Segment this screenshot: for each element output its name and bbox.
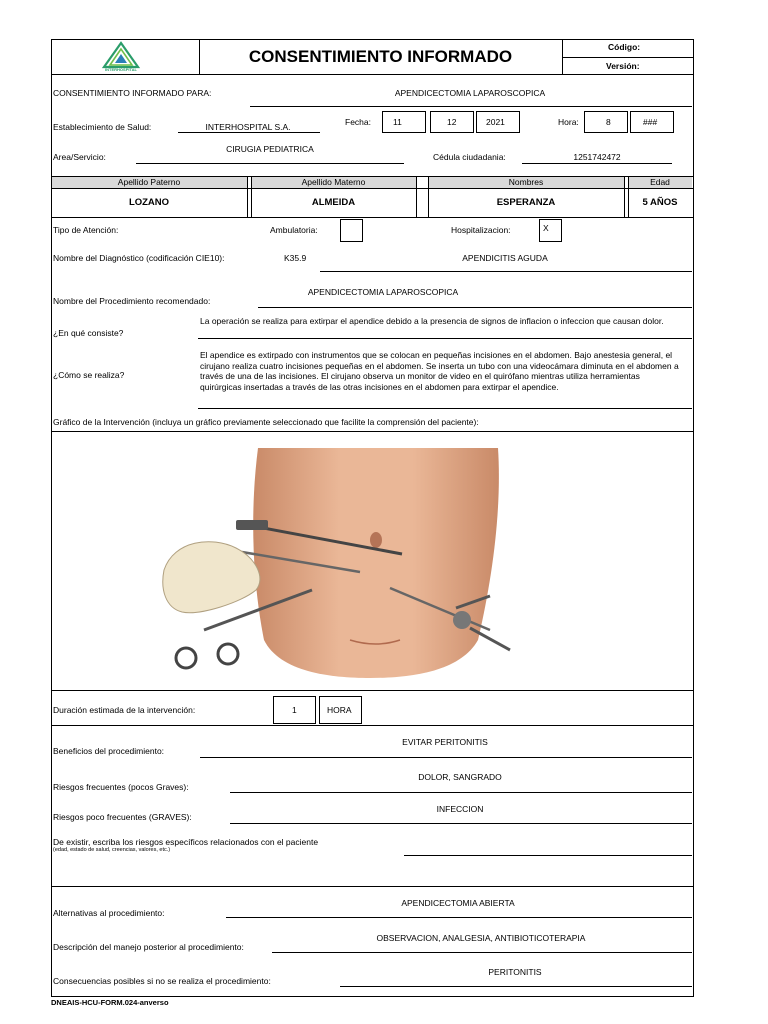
riesgos-especificos-label: De existir, escriba los riesgos específicos relacionados con el paciente: [53, 837, 319, 847]
underline: [226, 917, 692, 918]
divider: [51, 431, 693, 432]
hora-value: 8: [606, 117, 611, 127]
laparoscopy-illustration: [160, 440, 560, 678]
hospitalizacion-mark: X: [543, 223, 549, 233]
version-label: Versión:: [606, 61, 640, 71]
underline: [200, 757, 692, 758]
beneficios-value[interactable]: EVITAR PERITONITIS: [402, 737, 488, 747]
fecha-dia-value: 11: [393, 117, 402, 127]
diagnostico-code[interactable]: K35.9: [284, 253, 307, 263]
fecha-anio-value: 2021: [486, 117, 505, 127]
divider: [51, 690, 693, 691]
duracion-unit-field[interactable]: [319, 696, 362, 724]
establecimiento-label: Establecimiento de Salud:: [53, 122, 152, 132]
fecha-mes-field[interactable]: [430, 111, 474, 133]
fecha-label: Fecha:: [345, 117, 371, 127]
nombres-value[interactable]: ESPERANZA: [496, 197, 556, 208]
duracion-label: Duración estimada de la intervención:: [53, 705, 196, 715]
riesgos-frecuentes-label: Riesgos frecuentes (pocos Graves):: [53, 782, 189, 792]
beneficios-label: Beneficios del procedimiento:: [53, 746, 165, 756]
apellido-paterno-header: Apellido Paterno: [117, 177, 181, 187]
hora-field[interactable]: [584, 111, 628, 133]
hospitalizacion-label: Hospitalizacion:: [451, 225, 511, 235]
consecuencias-label: Consecuencias posibles si no se realiza el procedimiento:: [53, 976, 271, 986]
divider: [51, 725, 693, 726]
divider: [51, 217, 693, 218]
hora-minutos-value: ###: [643, 117, 658, 127]
grafico-label: Gráfico de la Intervención (incluya un gráfico previamente seleccionado que facilite la comprensión del paciente):: [53, 417, 479, 427]
divider: [624, 176, 625, 217]
diagnostico-name[interactable]: APENDICITIS AGUDA: [462, 253, 548, 263]
riesgos-poco-frecuentes-label: Riesgos poco frecuentes (GRAVES):: [53, 812, 192, 822]
divider: [562, 57, 693, 58]
divider: [51, 886, 693, 887]
underline: [272, 952, 692, 953]
riesgos-especificos-note: (edad, estado de salud, creencias, valores, etc.): [53, 847, 171, 853]
consiste-text[interactable]: La operación se realiza para extirpar el apendice debido a la presencia de signos de inflacion o infeccion que causan dolor.: [200, 316, 664, 326]
cedula-label: Cédula ciudadania:: [433, 152, 506, 162]
divider: [51, 188, 693, 189]
cedula-value[interactable]: 1251742472: [573, 152, 621, 162]
diagnostico-label: Nombre del Diagnóstico (codificación CIE10):: [53, 253, 225, 263]
apellido-materno-header: Apellido Materno: [301, 177, 366, 187]
riesgos-frecuentes-value[interactable]: DOLOR, SANGRADO: [418, 772, 502, 782]
page-title: CONSENTIMIENTO INFORMADO: [248, 47, 513, 66]
underline: [522, 163, 672, 164]
area-value[interactable]: CIRUGIA PEDIATRICA: [226, 144, 314, 154]
nombres-header: Nombres: [508, 177, 544, 187]
underline: [250, 106, 692, 107]
alternativas-value[interactable]: APENDICECTOMIA ABIERTA: [401, 898, 515, 908]
divider: [247, 176, 248, 217]
alternativas-label: Alternativas al procedimiento:: [53, 908, 165, 918]
hora-minutos-field[interactable]: [630, 111, 674, 133]
underline: [404, 855, 692, 856]
underline: [178, 132, 320, 133]
logo-text: INTERHOSPITAL: [105, 67, 137, 72]
underline: [136, 163, 404, 164]
underline: [198, 408, 692, 409]
apellido-materno-value[interactable]: ALMEIDA: [311, 197, 356, 208]
tipo-atencion-label: Tipo de Atención:: [53, 225, 119, 235]
consentimiento-para-label: CONSENTIMIENTO INFORMADO PARA:: [53, 88, 212, 98]
fecha-dia-field[interactable]: [382, 111, 426, 133]
codigo-label: Código:: [608, 42, 641, 52]
underline: [258, 307, 692, 308]
ambulatoria-checkbox[interactable]: [340, 219, 363, 242]
underline: [198, 338, 692, 339]
riesgos-poco-frecuentes-value[interactable]: INFECCION: [436, 804, 484, 814]
manejo-posterior-label: Descripción del manejo posterior al procedimiento:: [53, 942, 244, 952]
como-text[interactable]: El apendice es extirpado con instrumentos que se colocan en pequeñas incisiones en el abdomen. Bajo anestesia general, el cirujano realiza cuatro incisiones pequeñas en el abdomen. Se inserta un tubo con una videocámara diminuta en el abdomen a través de una de las incisiones. El cirujano observa un monitor de video en el quirófano mientras utiliza herramientas quirúrgicas insertadas a través de las otras incisiones en el abdomen para extirpar el apendice.: [200, 350, 679, 392]
duracion-unit: HORA: [327, 705, 352, 715]
form-code: DNEAIS-HCU-FORM.024-anverso: [51, 998, 169, 1007]
manejo-posterior-value[interactable]: OBSERVACION, ANALGESIA, ANTIBIOTICOTERAPIA: [376, 933, 586, 943]
underline: [230, 792, 692, 793]
hospital-logo: [100, 41, 142, 73]
underline: [340, 986, 692, 987]
consentimiento-para-value[interactable]: APENDICECTOMIA LAPAROSCOPICA: [394, 88, 546, 98]
edad-header: Edad: [650, 177, 670, 187]
divider: [416, 176, 417, 217]
ambulatoria-label: Ambulatoria:: [270, 225, 318, 235]
edad-value[interactable]: 5 AÑOS: [642, 197, 678, 208]
hora-label: Hora:: [558, 117, 579, 127]
underline: [320, 271, 692, 272]
establecimiento-value[interactable]: INTERHOSPITAL S.A.: [205, 122, 291, 132]
procedimiento-label: Nombre del Procedimiento recomendado:: [53, 296, 211, 306]
divider: [51, 74, 693, 75]
fecha-mes-value: 12: [447, 117, 457, 127]
duracion-field[interactable]: [273, 696, 316, 724]
fecha-anio-field[interactable]: [476, 111, 520, 133]
hospitalizacion-checkbox[interactable]: [539, 219, 562, 242]
consiste-label: ¿En qué consiste?: [53, 328, 124, 338]
como-label: ¿Cómo se realiza?: [53, 370, 125, 380]
underline: [230, 823, 692, 824]
area-label: Area/Servicio:: [53, 152, 106, 162]
consecuencias-value[interactable]: PERITONITIS: [488, 967, 542, 977]
duracion-value: 1: [292, 705, 297, 715]
procedimiento-value[interactable]: APENDICECTOMIA LAPAROSCOPICA: [307, 287, 459, 297]
apellido-paterno-value[interactable]: LOZANO: [128, 197, 170, 208]
